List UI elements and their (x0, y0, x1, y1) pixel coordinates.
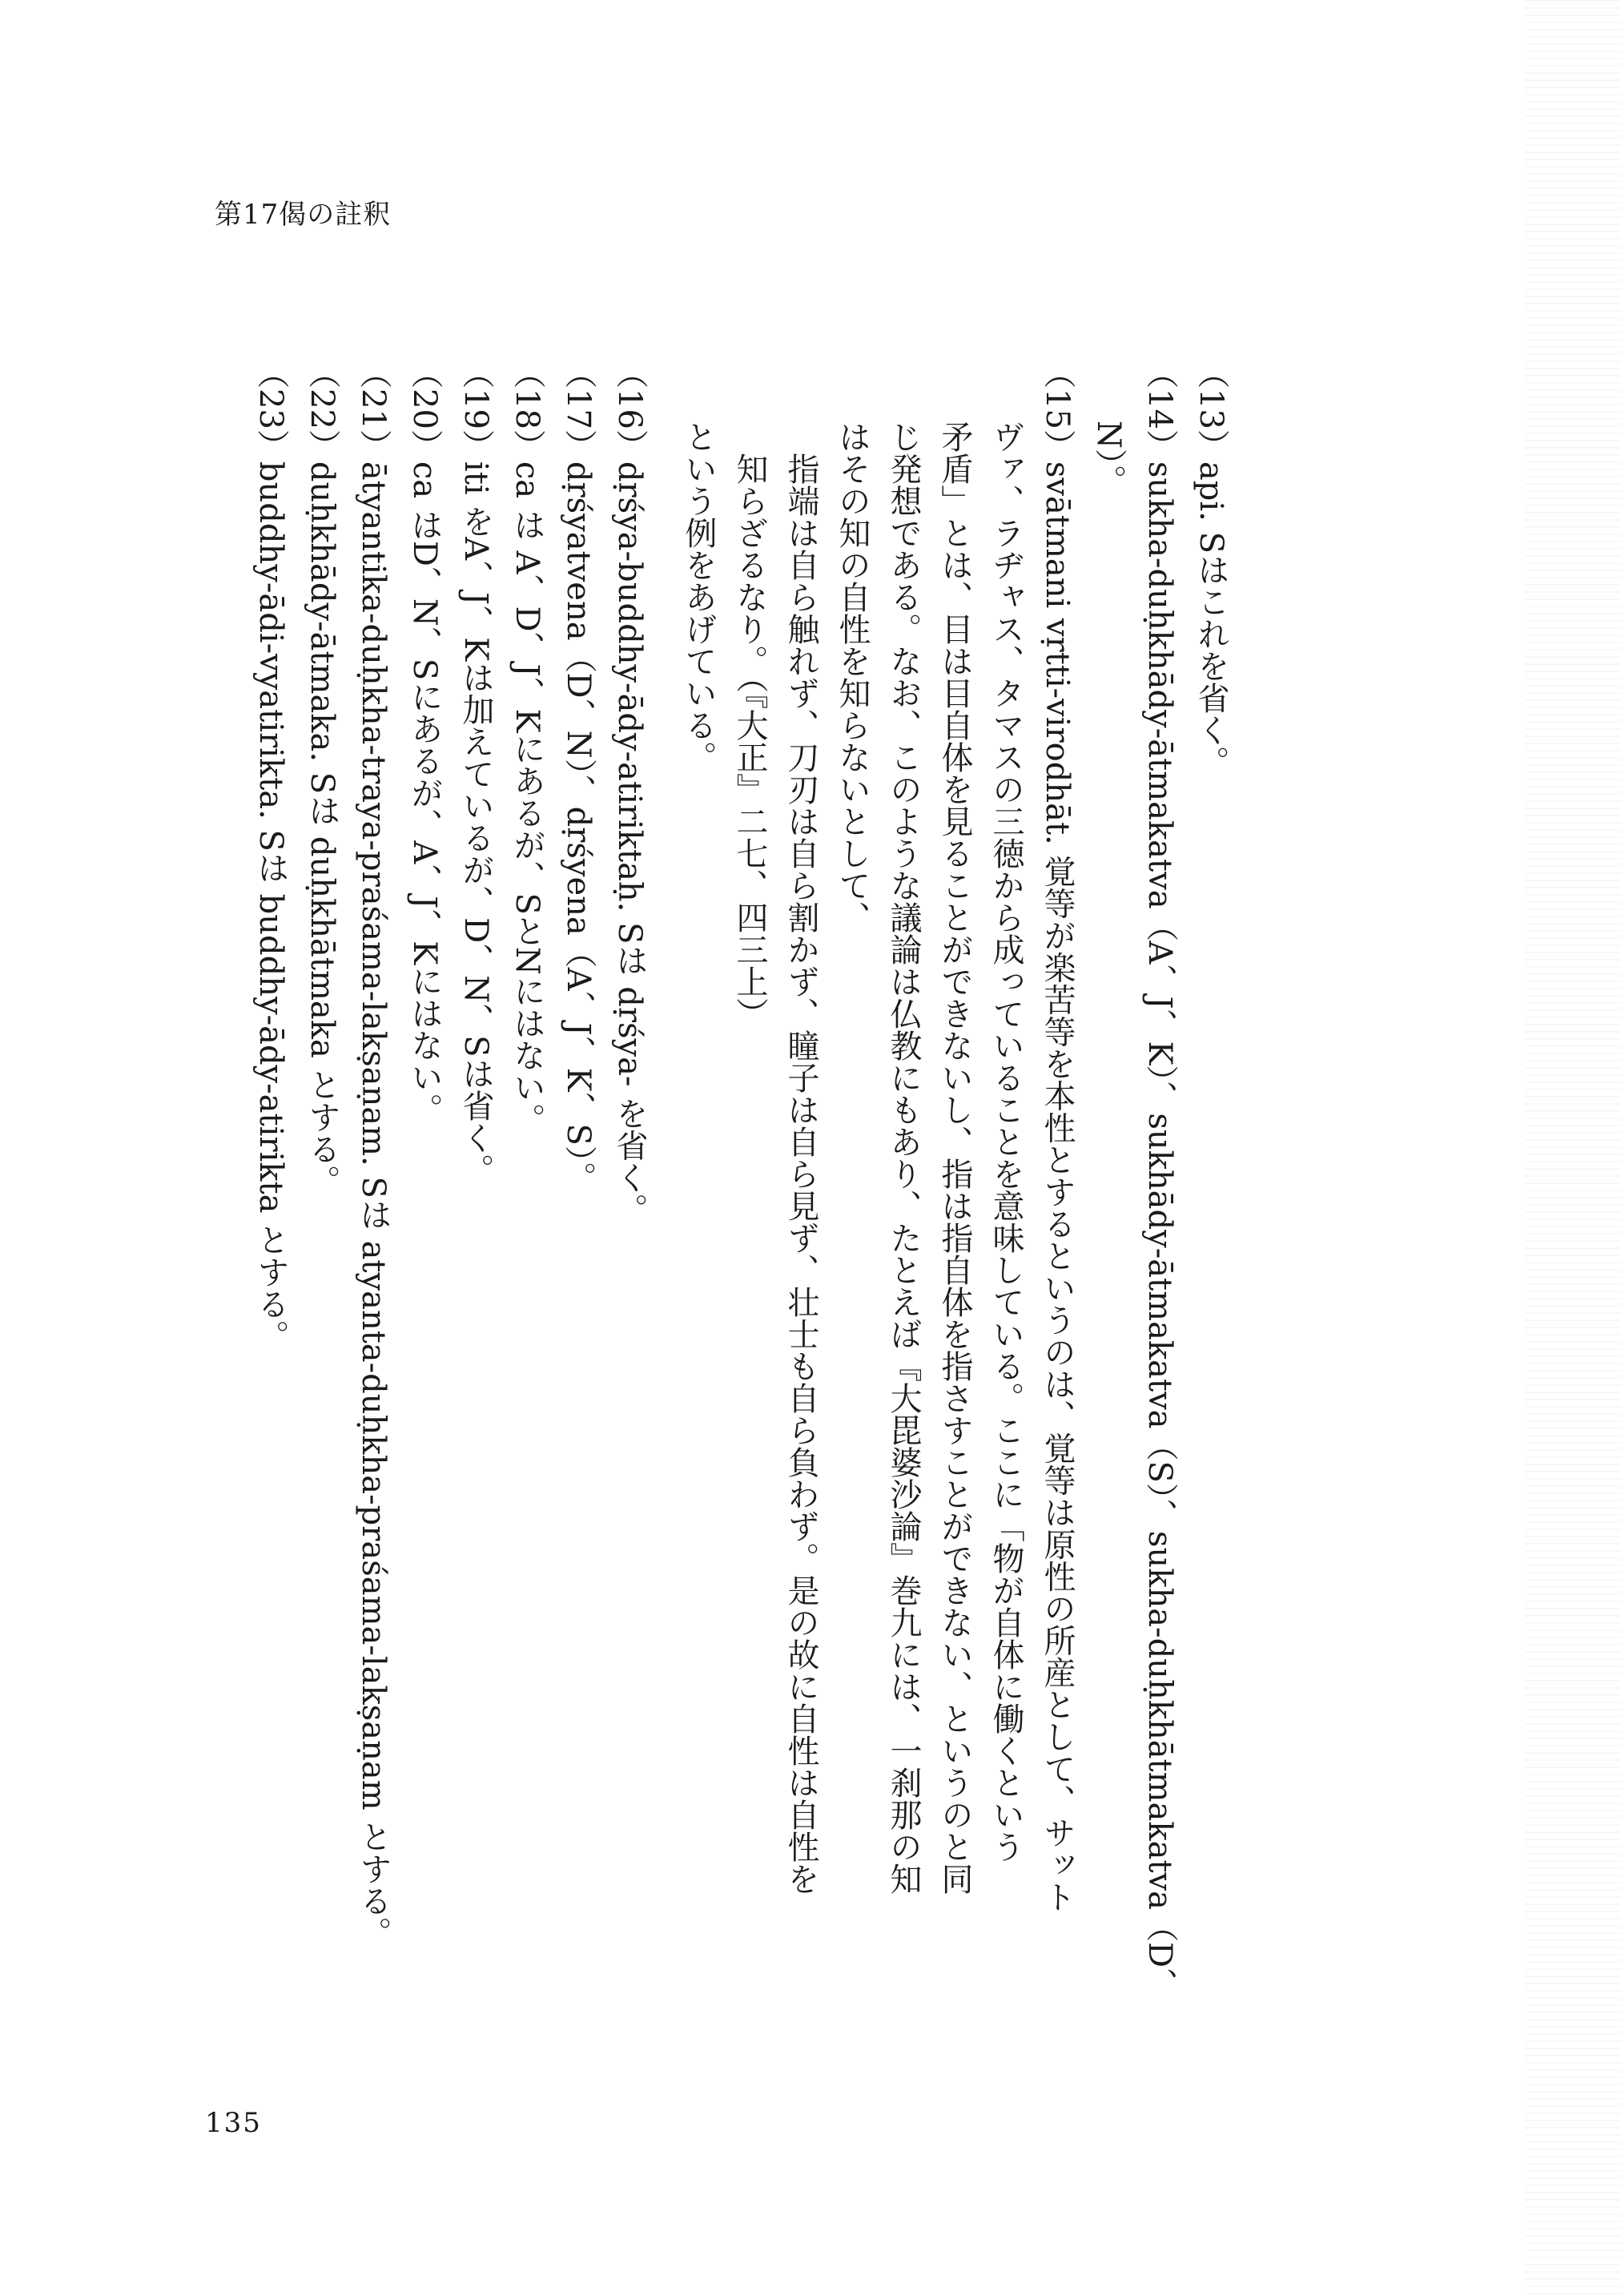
note-19: （19）iti をA、J、Kは加えているが、D、N、Sは省く。 (457, 356, 494, 1186)
note-15-line-2: ヴァ、ラヂャス、タマスの三徳から成っていることを意味している。ここに「物が自体に働くという (987, 356, 1024, 1863)
note-13: （13）api. Sはこれを省く。 (1193, 356, 1229, 778)
note-15-quote-1: 指端は自ら触れず、刀刃は自ら割かず、瞳子は自ら見ず、壮士も自ら負わず。是の故に自性は自性を (782, 356, 819, 1895)
running-header: 第17偈の註釈 (215, 199, 392, 231)
scan-edge-shadow (1525, 0, 1621, 2296)
note-14-line-1: （14）sukha-duḥkhādy-ātmakatva（A、J、K）、sukhādy-ātmakatva（S）、sukha-duḥkhātmakatva（D、 (1141, 356, 1178, 2000)
section-gap (655, 356, 673, 1718)
note-21: （21）ātyantika-duḥkha-traya-praśama-lakṣaṇam. Sは atyanta-duḥkha-praśama-lakṣaṇam とする。 (355, 356, 392, 1949)
note-15-line-1: （15）svātmani vṛtti-virodhāt. 覚等が楽苦等を本性とするというのは、覚等は原性の所産として、サット (1039, 356, 1076, 1913)
note-23: （23）buddhy-ādi-vyatirikta. Sは buddhy-ādy-atirikta とする。 (252, 356, 289, 1352)
note-15-line-3: 矛盾」とは、目は目自体を見ることができないし、指は指自体を指さすことができない、というのと同 (936, 356, 973, 1895)
notes-body (245, 356, 1237, 2000)
note-20: （20）ca はD、N、Sにあるが、A、J、Kにはない。 (406, 356, 443, 1126)
note-16: （16）dṛśya-buddhy-ādy-atiriktaḥ. Sは dṛśya- を省く。 (611, 356, 648, 1226)
note-15-line-5: はその知の自性を知らないとして、 (834, 356, 871, 933)
note-22: （22）duḥkhādy-ātmaka. Sは duḥkhātmaka とする。 (304, 356, 340, 1197)
note-15-quote-2: 知らざるなり。（『大正』二七、四三上） (731, 356, 768, 1029)
note-15-line-4: じ発想である。なお、このような議論は仏教にもあり、たとえば『大毘婆沙論』巻九には、一刹那の知 (885, 356, 922, 1895)
note-15-line-8: という例をあげている。 (680, 356, 717, 773)
page-number: 135 (205, 2107, 262, 2139)
note-18: （18）ca は A、D、J、Kにあるが、SとNにはない。 (509, 356, 545, 1135)
note-14-line-2: N）。 (1090, 356, 1127, 497)
note-17: （17）dṛśyatvena（D、N）、dṛśyena（A、J、K、S）。 (560, 356, 597, 1194)
